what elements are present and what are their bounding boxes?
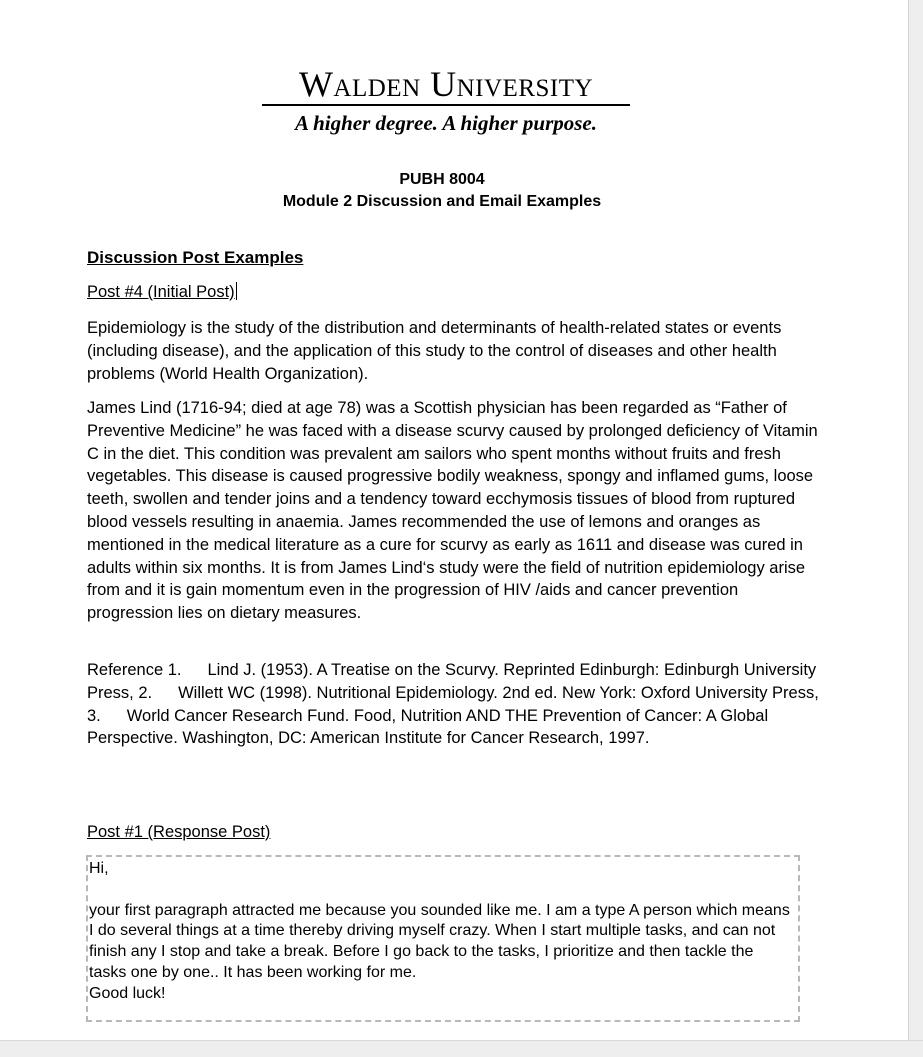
vertical-scrollbar[interactable] bbox=[908, 0, 923, 1056]
reference-3: World Cancer Research Fund. Food, Nutrition AND THE Prevention of Cancer: A Global Perspective. Washington, DC: American Institute for Cancer Research, 1997. bbox=[87, 706, 769, 748]
horizontal-scrollbar[interactable] bbox=[0, 1040, 923, 1057]
walden-university-logo bbox=[258, 64, 634, 140]
document-title: Module 2 Discussion and Email Examples bbox=[282, 193, 602, 210]
post4-references bbox=[87, 659, 827, 750]
response-post-box[interactable] bbox=[86, 855, 800, 1022]
logo-wordmark: Walden University bbox=[298, 64, 594, 104]
reference-prefix: Reference 1. bbox=[87, 661, 182, 679]
reference-1: Lind J. (1953). A Treatise on the Scurvy. Reprinted Edinburgh: Edinburgh University Press, 2. bbox=[87, 661, 817, 702]
post4-paragraph-1: Epidemiology is the study of the distribution and determinants of health-related states or events (including disease), and the application of this study to the control of diseases and other health problems (World Health Organization). bbox=[87, 319, 782, 383]
logo-tagline: A higher degree. A higher purpose. bbox=[294, 111, 598, 135]
post4-label[interactable] bbox=[87, 282, 237, 302]
post4-paragraph-2: James Lind (1716-94; died at age 78) was a Scottish physician has been regarded as “Father of Preventive Medicine” he was faced with a disease scurvy caused by prolonged deficiency of Vitamin C in the diet. This condition was prevalent am sailors who spent months without fruits and fresh vegetables. This disease is caused progressive bodily weakness, spongy and inflamed gums, loose teeth, swollen and tender joins and a tendency toward ecchymosis tissues of blood from ruptured blood vessels resulting in anaemia. James recommended the use of lemons and oranges as mentioned in the medical literature as a cure for scurvy as early as 1611 and disease was cured in adults within six months. It is from James Lind‘s study were the field of nutrition epidemiology arise from and it is gain momentum even in the progression of HIV /aids and cancer prevention progression lies on dietary measures. bbox=[87, 399, 818, 623]
response-closing: Good luck! bbox=[89, 984, 166, 1002]
post1-label: Post #1 (Response Post) bbox=[87, 823, 271, 841]
reference-2: Willett WC (1998). Nutritional Epidemiology. 2nd ed. New York: Oxford University Press, 3. bbox=[87, 683, 819, 725]
response-body: your first paragraph attracted me because you sounded like me. I am a type A person which means I do several things at a time thereby driving myself crazy. When I start multiple tasks, and can not finish any I stop and take a break. Before I go back to the tasks, I prioritize and then tackle the tasks one by one.. It has been working for me. bbox=[89, 901, 790, 981]
response-greeting: Hi, bbox=[89, 860, 109, 877]
section-heading: Discussion Post Examples bbox=[87, 248, 304, 267]
text-cursor bbox=[236, 282, 237, 300]
post4-label-text: Post #4 (Initial Post) bbox=[87, 283, 235, 301]
course-code: PUBH 8004 bbox=[399, 171, 485, 188]
